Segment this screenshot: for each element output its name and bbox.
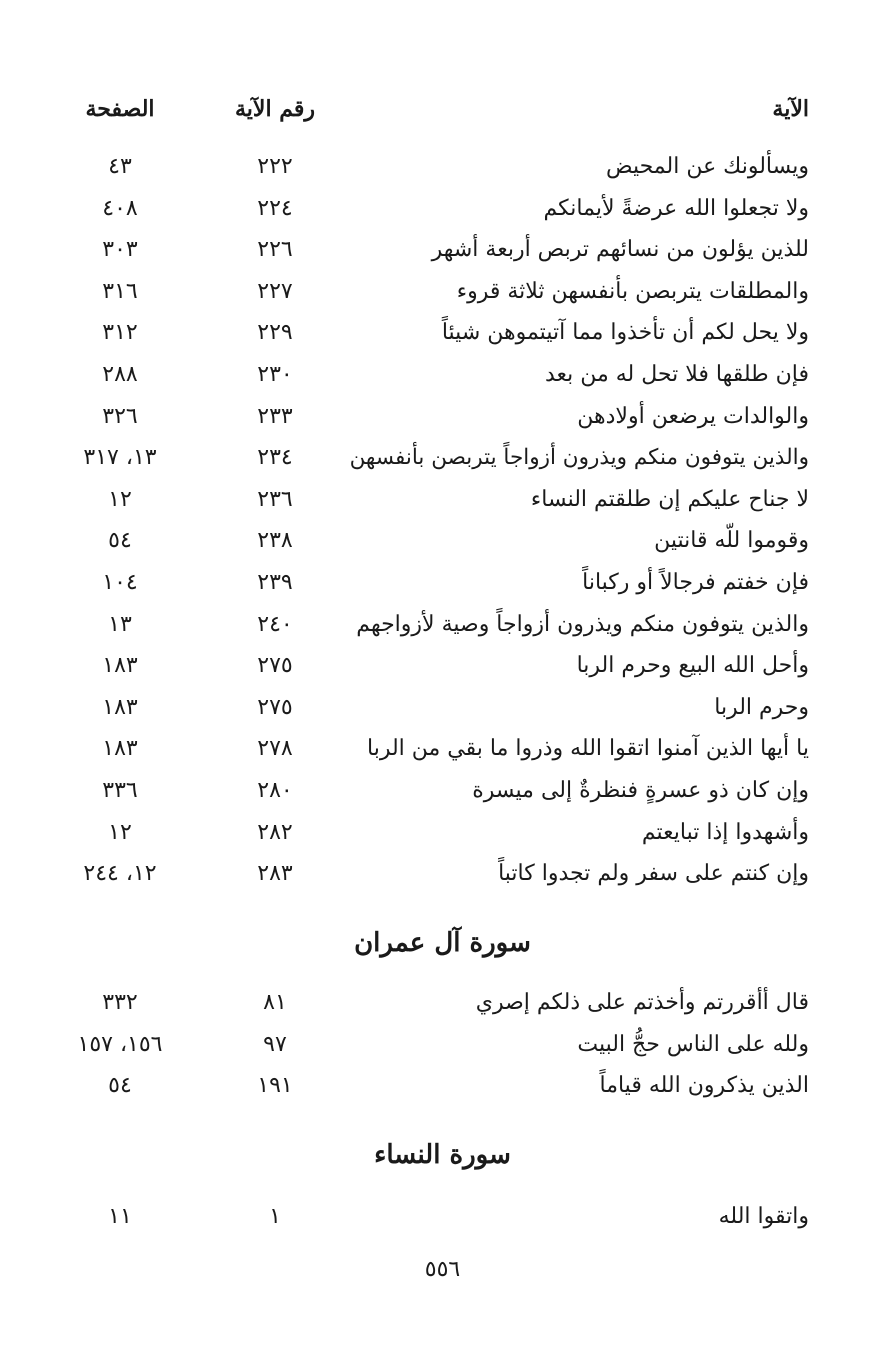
ayah-number: ٩٧	[263, 1031, 287, 1057]
table-row	[0, 354, 885, 396]
table-row	[0, 229, 885, 271]
page-reference: ١٥٦، ١٥٧	[77, 1031, 163, 1057]
ayah-number: ٢٤٠	[257, 611, 293, 637]
table-row	[0, 728, 885, 770]
page-reference: ١٨٣	[102, 694, 138, 720]
page-reference: ١٨٣	[102, 736, 138, 762]
ayah-number: ٨١	[263, 990, 287, 1015]
ayah-text: والذين يتوفون منكم ويذرون أزواجاً يتربصن بأنفسهن	[349, 445, 809, 471]
ayah-number: ٢٣٦	[257, 486, 293, 512]
ayah-text: ولله على الناس حجُّ البيت	[577, 1031, 809, 1057]
table-row	[0, 562, 885, 604]
ayah-text: وإن كنتم على سفر ولم تجدوا كاتباً	[498, 861, 809, 887]
ayah-text: ولا تجعلوا الله عرضةً لأيمانكم	[543, 195, 809, 221]
ayah-text: الذين يذكرون الله قياماً	[599, 1073, 809, 1099]
ayah-text: وأحل الله البيع وحرم الربا	[576, 653, 809, 679]
ayah-text: لا جناح عليكم إن طلقتم النساء	[530, 486, 809, 512]
table-row	[0, 312, 885, 354]
ayah-text: للذين يؤلون من نسائهم تربص أربعة أشهر	[431, 237, 809, 263]
table-row	[0, 1024, 885, 1066]
page-reference: ٣٣٢	[102, 990, 138, 1015]
ayah-text: والذين يتوفون منكم ويذرون أزواجاً وصية لأزواجهم	[356, 611, 809, 637]
page-reference: ١١	[108, 1204, 132, 1229]
ayah-text: والوالدات يرضعن أولادهن	[577, 403, 809, 429]
table-row	[0, 645, 885, 687]
ayah-text: والمطلقات يتربصن بأنفسهن ثلاثة قروء	[456, 278, 809, 304]
column-header-ayah: الآية	[772, 96, 809, 122]
ayah-number: ٢٢٦	[257, 237, 293, 263]
ayah-text: ويسألونك عن المحيض	[606, 154, 809, 179]
page-reference: ٣٠٣	[102, 237, 138, 263]
surah-title: سورة آل عمران	[354, 928, 531, 958]
ayah-number: ٢٣٠	[257, 362, 293, 387]
ayah-number: ٢٧٥	[257, 694, 293, 720]
page-reference: ١٢، ٢٤٤	[83, 861, 157, 887]
page-reference: ١٢	[108, 819, 132, 845]
ayah-text: واتقوا الله	[718, 1204, 809, 1229]
ayah-text: يا أيها الذين آمنوا اتقوا الله وذروا ما بقي من الربا	[367, 736, 809, 762]
ayah-number: ٢٢٩	[257, 320, 293, 346]
ayah-number: ٢٧٥	[257, 653, 293, 679]
column-header-page: الصفحة	[85, 96, 155, 122]
page-reference: ٤٣	[108, 154, 132, 179]
ayah-text: ولا يحل لكم أن تأخذوا مما آتيتموهن شيئاً	[441, 320, 809, 346]
ayah-number: ٢٨٣	[257, 861, 293, 887]
table-row	[0, 396, 885, 438]
page-number: ٥٥٦	[424, 1257, 461, 1282]
page-reference: ٣١٢	[102, 320, 138, 346]
table-row	[0, 146, 885, 188]
table-row	[0, 982, 885, 1024]
ayah-number: ٢٢٧	[257, 278, 293, 304]
page-reference: ١٢	[108, 486, 132, 512]
table-row	[0, 479, 885, 521]
surah-title: سورة النساء	[374, 1140, 511, 1170]
ayah-number: ٢٨٢	[257, 819, 293, 845]
page-reference: ٤٠٨	[102, 195, 138, 221]
ayah-text: فإن طلقها فلا تحل له من بعد	[544, 362, 809, 387]
ayah-text: فإن خفتم فرجالاً أو ركباناً	[582, 570, 809, 595]
ayah-number: ٢٣٩	[257, 570, 293, 595]
table-row	[0, 853, 885, 895]
ayah-text: وحرم الربا	[714, 694, 809, 720]
table-row	[0, 770, 885, 812]
page-reference: ٢٨٨	[102, 362, 138, 387]
ayah-text: قال أأقررتم وأخذتم على ذلكم إصري	[475, 990, 809, 1015]
table-row	[0, 1065, 885, 1107]
ayah-text: وإن كان ذو عسرةٍ فنظرةٌ إلى ميسرة	[472, 778, 809, 803]
table-row	[0, 188, 885, 230]
table-row	[0, 604, 885, 646]
column-header-ayah-number: رقم الآية	[234, 96, 316, 122]
table-row	[0, 687, 885, 729]
page-reference: ٥٤	[108, 1073, 132, 1099]
ayah-number: ٢٣٨	[257, 528, 293, 554]
ayah-number: ٢٣٣	[257, 403, 293, 429]
ayah-number: ٢٢٤	[257, 195, 293, 221]
ayah-number: ١	[269, 1204, 281, 1229]
page-reference: ١٣	[108, 611, 132, 637]
page-reference: ٣٢٦	[102, 403, 138, 429]
table-row	[0, 1196, 885, 1238]
table-row	[0, 271, 885, 313]
ayah-text: وقوموا للّه قانتين	[654, 528, 809, 554]
ayah-number: ٢٨٠	[257, 778, 293, 803]
page-reference: ٣٣٦	[102, 778, 138, 803]
page-reference: ١٣، ٣١٧	[83, 445, 157, 471]
ayah-number: ٢٧٨	[257, 736, 293, 762]
ayah-number: ١٩١	[257, 1073, 293, 1099]
ayah-number: ٢٣٤	[257, 445, 293, 471]
table-row	[0, 812, 885, 854]
column-header-row	[0, 88, 885, 130]
page-reference: ٣١٦	[102, 278, 138, 304]
page-reference: ١٨٣	[102, 653, 138, 679]
page-reference: ٥٤	[108, 528, 132, 554]
page-reference: ١٠٤	[102, 570, 138, 595]
ayah-text: وأشهدوا إذا تبايعتم	[641, 819, 809, 845]
table-row	[0, 437, 885, 479]
table-row	[0, 520, 885, 562]
ayah-number: ٢٢٢	[257, 154, 293, 179]
